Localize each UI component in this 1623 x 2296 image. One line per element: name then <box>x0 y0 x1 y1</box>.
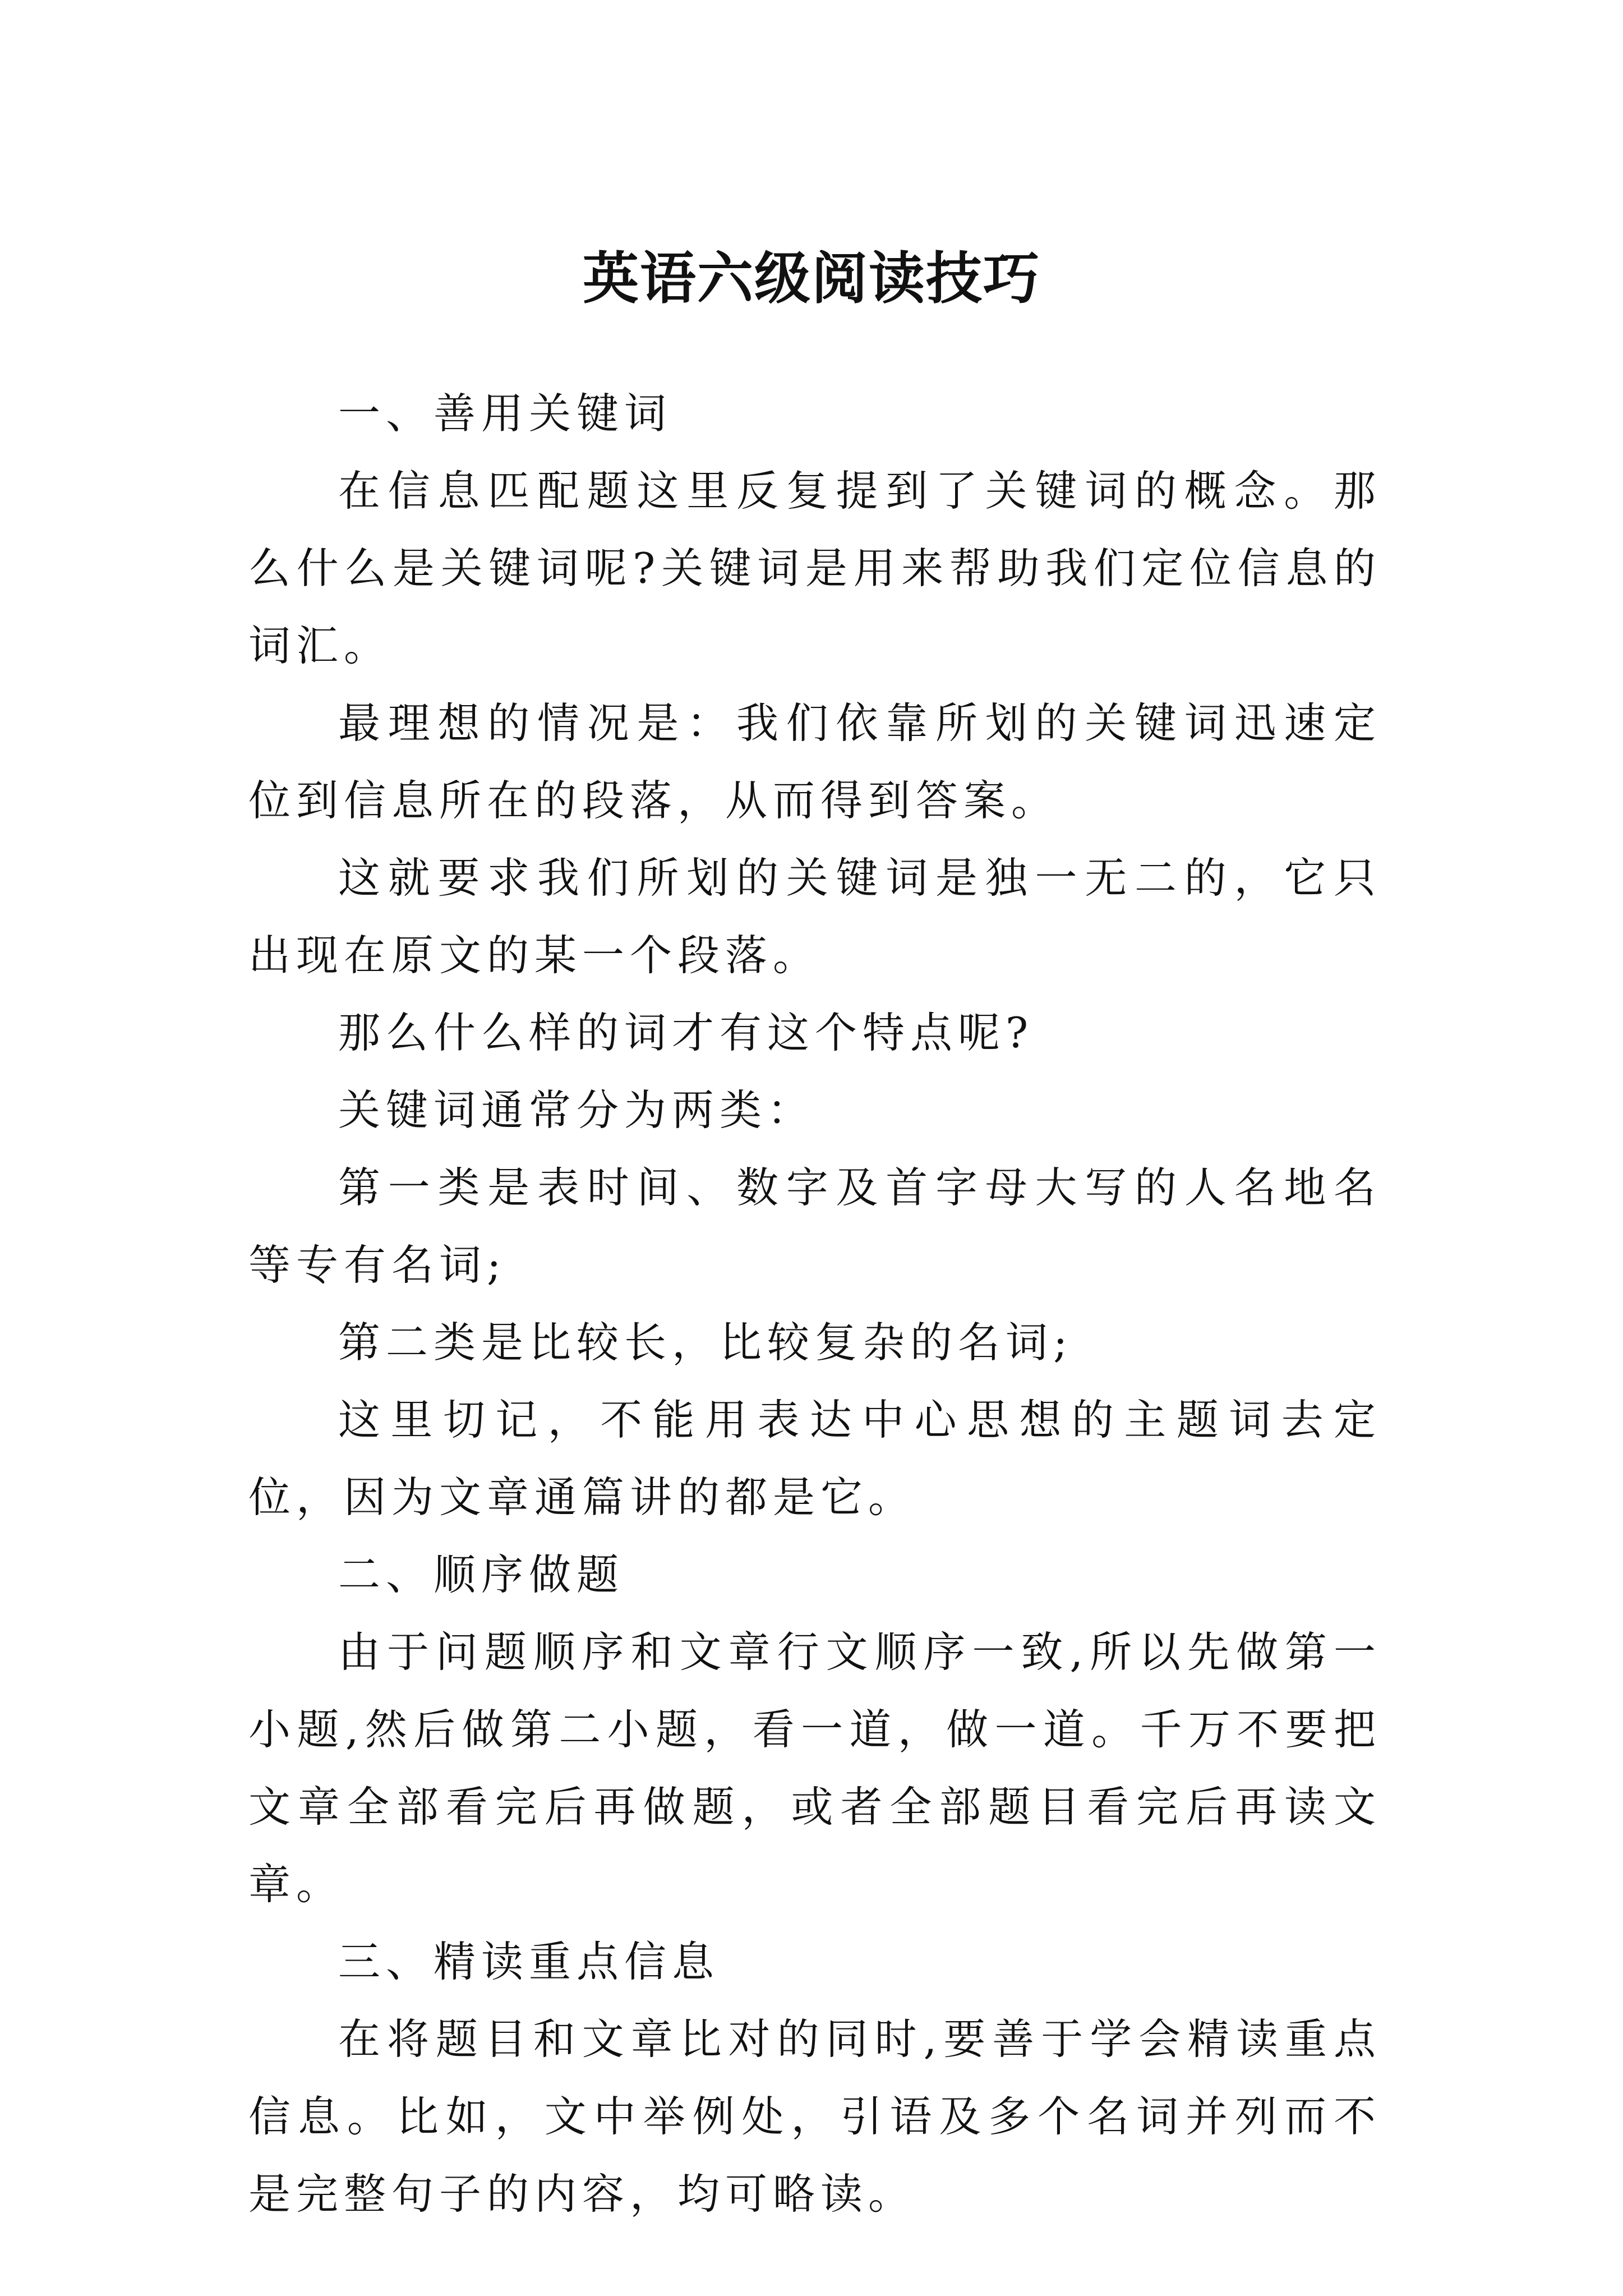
document-body <box>248 375 1381 2233</box>
paragraph: 这就要求我们所划的关键词是独一无二的，它只出现在原文的某一个段落。 <box>248 853 1381 980</box>
paragraph: 由于问题顺序和文章行文顺序一致,所以先做第一小题,然后做第二小题，看一道，做一道。千万不要把文章全部看完后再做题，或者全部题目看完后再读文章。 <box>248 1627 1381 1909</box>
paragraph: 第一类是表时间、数字及首字母大写的人名地名等专有名词; <box>248 1163 1381 1290</box>
paragraph: 关键词通常分为两类： <box>338 1085 815 1135</box>
paragraph: 最理想的情况是：我们依靠所划的关键词迅速定位到信息所在的段落，从而得到答案。 <box>248 698 1381 825</box>
heading-section-1: 一、善用关键词 <box>338 389 672 438</box>
document-title: 英语六级阅读技巧 <box>583 246 1040 311</box>
paragraph: 那么什么样的词才有这个特点呢? <box>338 1008 1034 1057</box>
paragraph: 在将题目和文章比对的同时,要善于学会精读重点信息。比如，文中举例处，引语及多个名词并列而不是完整句子的内容，均可略读。 <box>248 2014 1381 2219</box>
heading-section-2: 二、顺序做题 <box>338 1550 625 1599</box>
heading-section-3: 三、精读重点信息 <box>338 1937 720 1986</box>
paragraph: 第二类是比较长，比较复杂的名词; <box>338 1318 1073 1367</box>
paragraph: 在信息匹配题这里反复提到了关键词的概念。那么什么是关键词呢?关键词是用来帮助我们定位信息的词汇。 <box>248 466 1381 670</box>
paragraph: 这里切记，不能用表达中心思想的主题词去定位，因为文章通篇讲的都是它。 <box>248 1395 1381 1522</box>
